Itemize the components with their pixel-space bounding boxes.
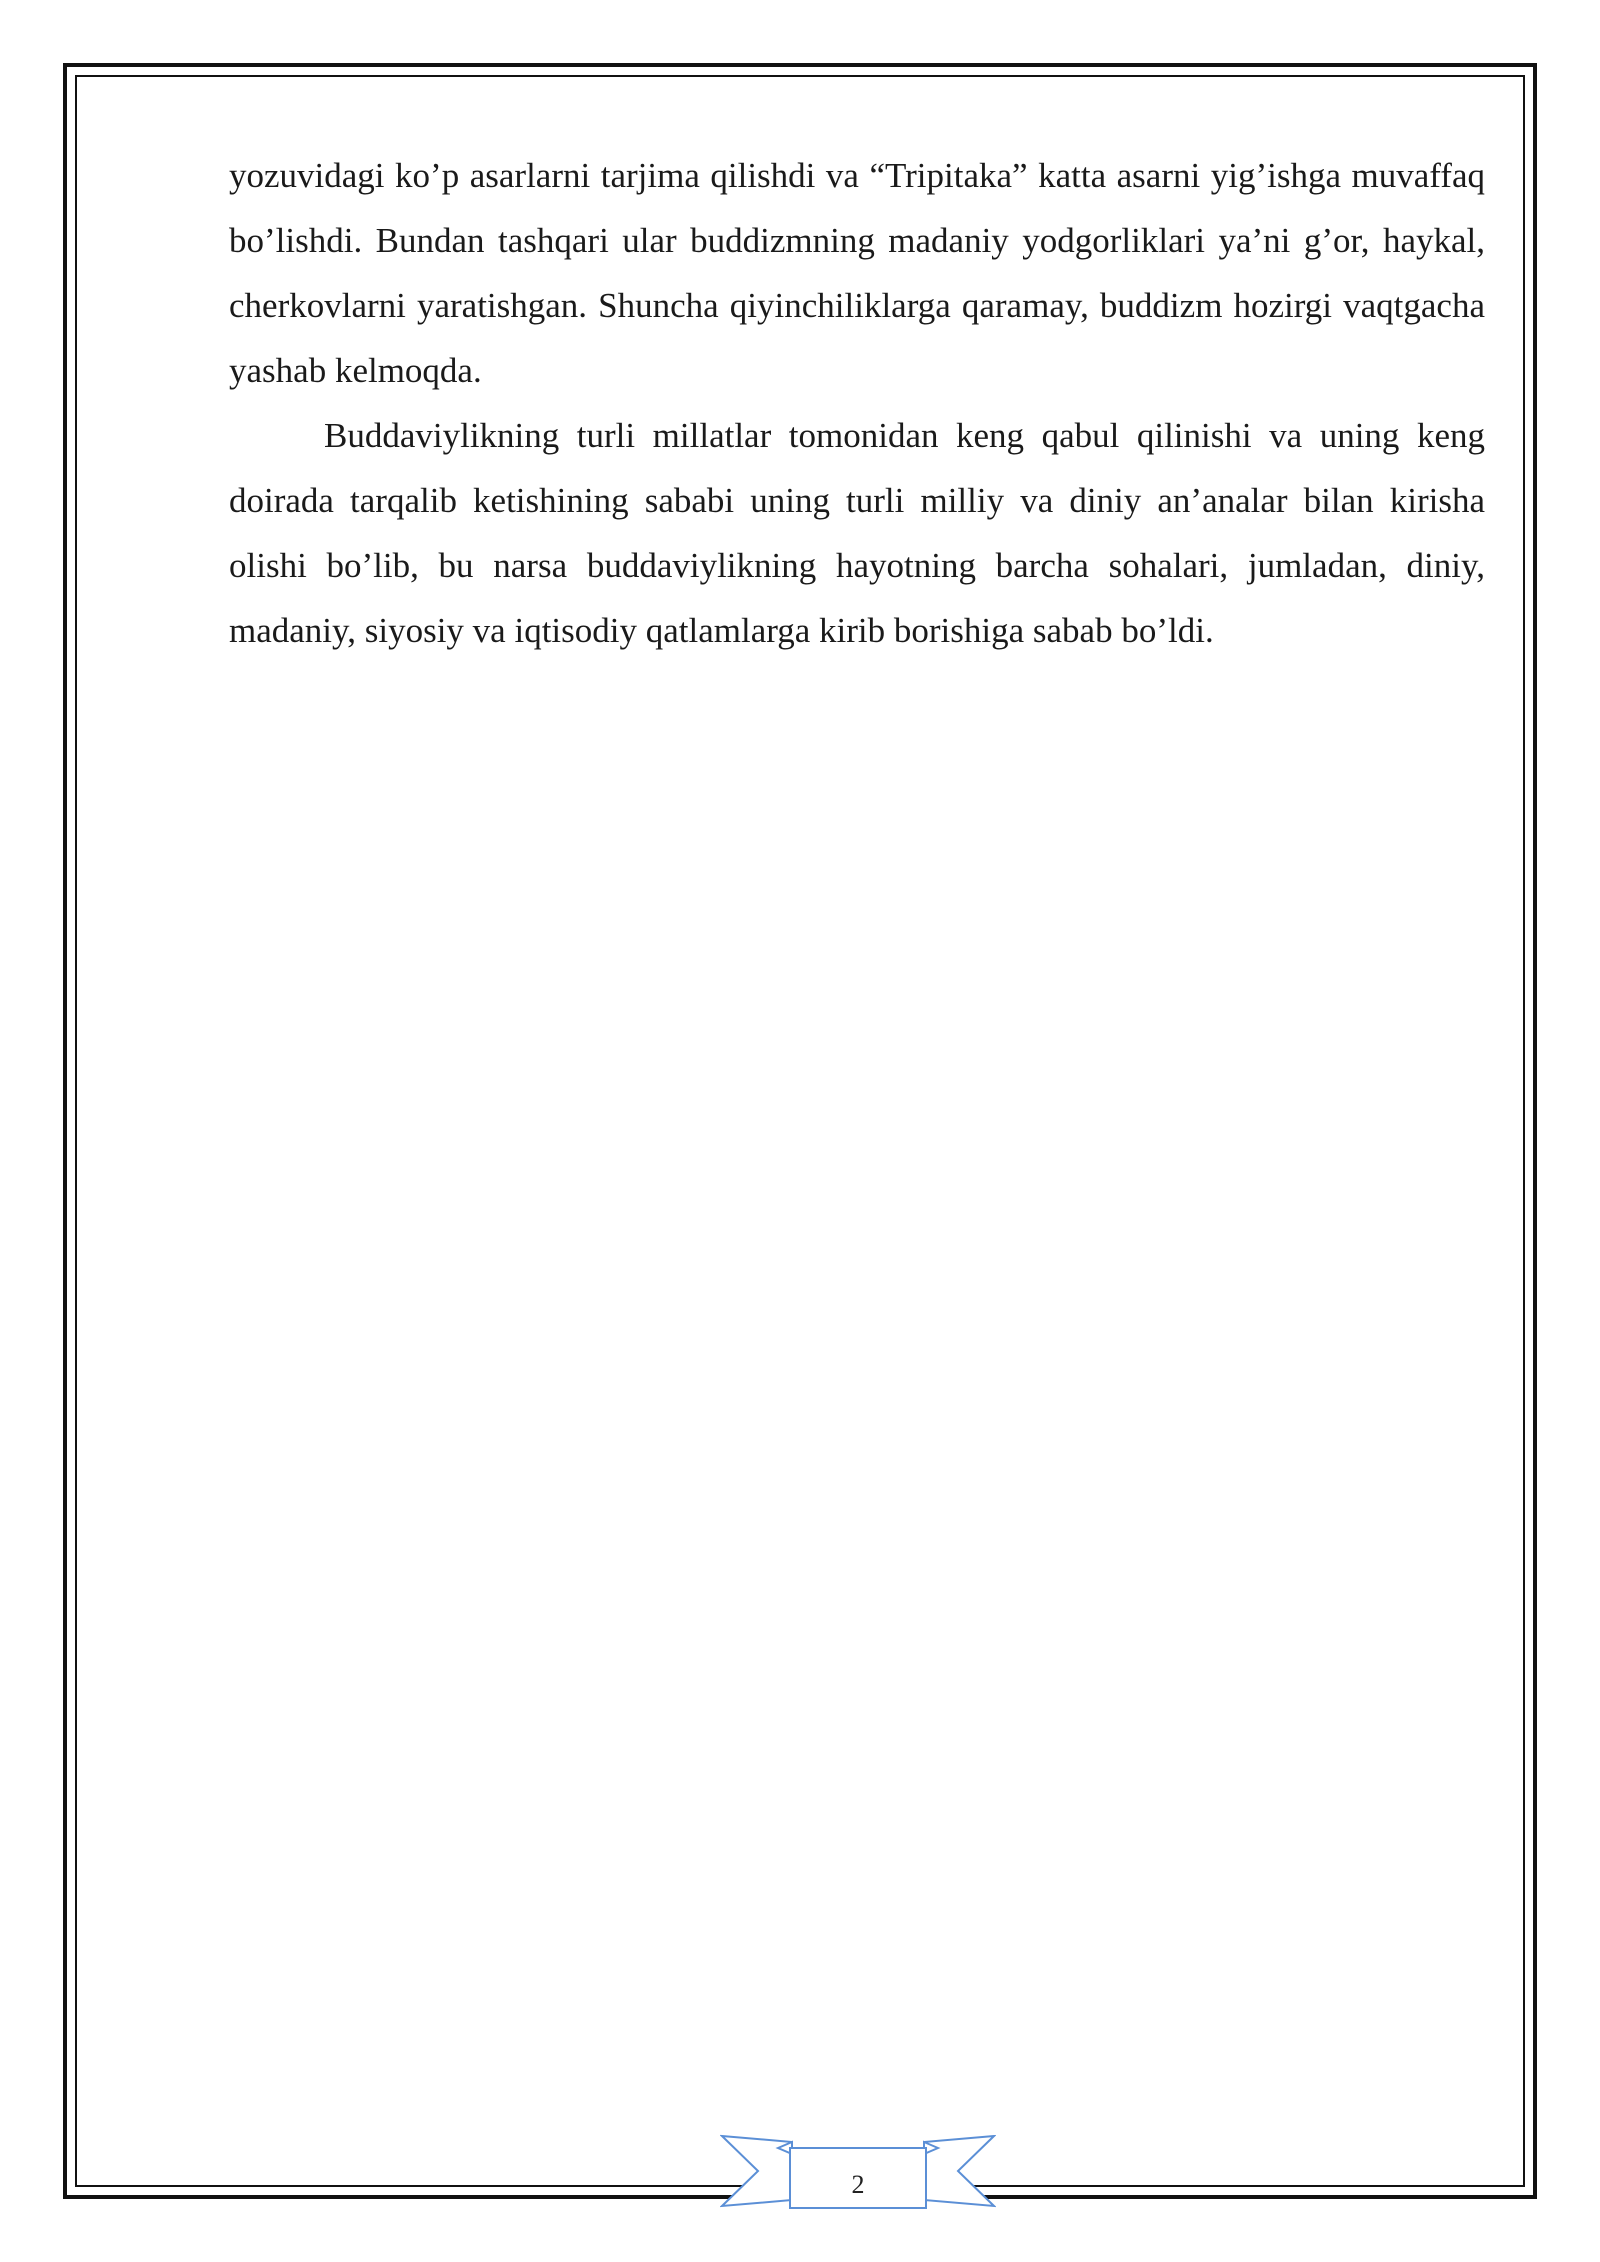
page-number: 2	[851, 2170, 865, 2199]
paragraph-continuation: yozuvidagi ko’p asarlarni tarjima qilishdi va “Tripitaka” katta asarni yig’ishga muvaffaq bo’lishdi. Bundan tashqari ular buddizmning madaniy yodgorliklari ya’ni g’or, haykal, cherkovlarni yaratishgan. Shuncha qiyinchiliklarga qaramay, buddizm hozirgi vaqtgacha yashab kelmoqda.	[229, 156, 1485, 390]
document-body	[229, 143, 1485, 663]
paragraph-2: Buddaviylikning turli millatlar tomonidan keng qabul qilinishi va uning keng doirada tarqalib ketishining sababi uning turli milliy va diniy an’analar bilan kirisha olishi bo’lib, bu narsa buddaviylikning hayotning barcha sohalari, jumladan, diniy, madaniy, siyosiy va iqtisodiy qatlamlarga kirib borishiga sabab bo’ldi.	[229, 416, 1485, 650]
